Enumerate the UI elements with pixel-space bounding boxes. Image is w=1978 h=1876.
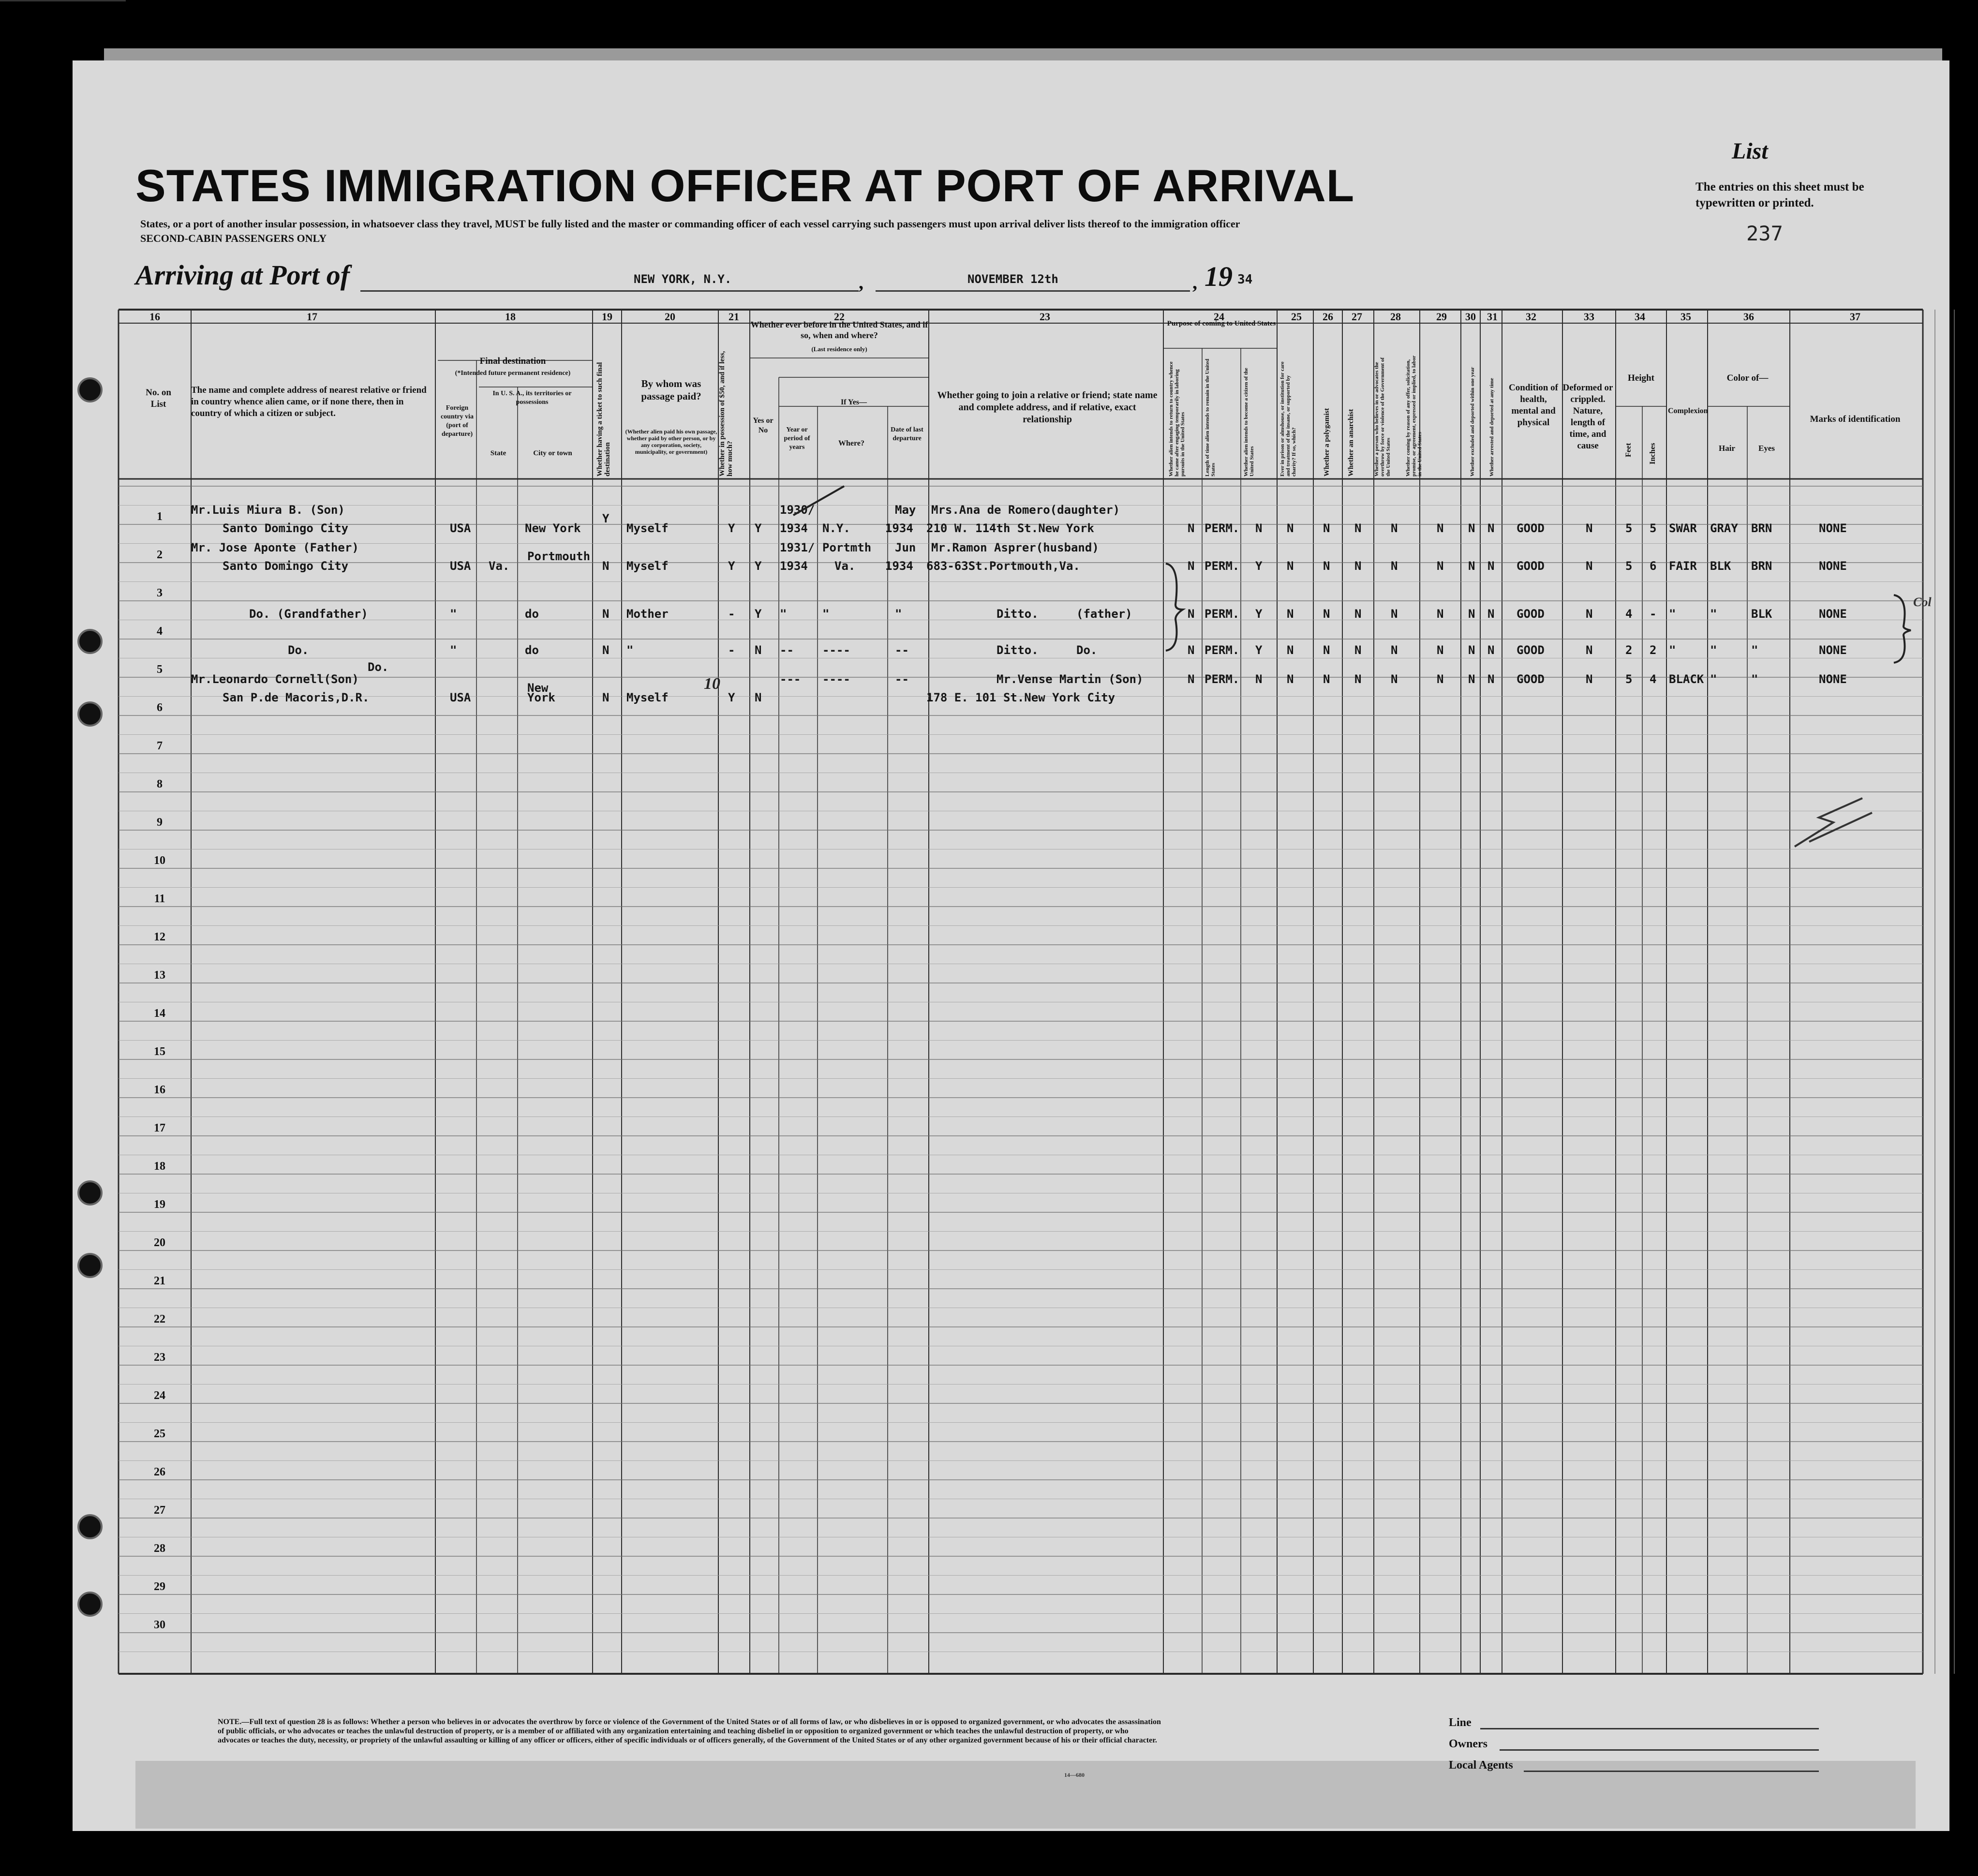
entry-condition: GOOD bbox=[1517, 521, 1545, 535]
header-inches: Inches bbox=[1649, 443, 1657, 464]
entry-marks: NONE bbox=[1819, 672, 1847, 686]
header-arrested: Whether arrested and deported at any time bbox=[1489, 378, 1495, 476]
row-number: 22 bbox=[154, 1312, 165, 1325]
entry-years: 1930/ bbox=[780, 503, 815, 517]
line-label: Line bbox=[1449, 1716, 1472, 1729]
handwritten-margin-note: Col bbox=[1913, 595, 1932, 609]
entry-overthrow: N bbox=[1391, 643, 1398, 657]
arriving-label: Arriving at Port of bbox=[135, 259, 350, 291]
row-number: 3 bbox=[157, 586, 163, 599]
entry-polygamist: N bbox=[1323, 559, 1330, 573]
entry-ever-before: Y bbox=[755, 607, 762, 621]
entry-possession: - bbox=[728, 607, 735, 621]
entry-possession: Y bbox=[728, 521, 735, 535]
entry-arrested: N bbox=[1487, 643, 1495, 657]
entry-relative-address: Santo Domingo City bbox=[223, 521, 349, 535]
entry-hair: " bbox=[1710, 643, 1717, 657]
entry-ticket: N bbox=[602, 607, 610, 621]
entry-possession: - bbox=[728, 643, 735, 657]
list-label: List bbox=[1732, 138, 1768, 164]
agents-underline bbox=[1524, 1771, 1819, 1772]
row-number: 20 bbox=[154, 1236, 165, 1249]
entry-possession: Y bbox=[728, 691, 735, 704]
comma: , bbox=[1192, 271, 1197, 293]
entry-relative: Do. bbox=[288, 643, 309, 657]
header-by-whom-paid: By whom was passage paid? bbox=[641, 378, 701, 402]
entry-relative: Do. bbox=[368, 660, 389, 674]
entry-ever-before: Y bbox=[755, 559, 762, 573]
entry-where: " bbox=[822, 607, 830, 621]
entry-overthrow: N bbox=[1391, 559, 1398, 573]
entry-length: PERM. bbox=[1205, 521, 1240, 535]
entry-last-departure: 1934 bbox=[885, 559, 913, 573]
entry-inches: 5 bbox=[1650, 521, 1657, 535]
entries-note: The entries on this sheet must be typewritten or printed. bbox=[1695, 180, 1864, 209]
header-possession: Whether in possession of $50, and if less, how much? bbox=[718, 351, 734, 476]
header-prison: Ever in prison or almshouse, or institution for care and treatment of the insane, or supported by charity? If so, which? bbox=[1279, 361, 1297, 476]
entry-feet: 5 bbox=[1625, 521, 1633, 535]
entry-relative-address: Santo Domingo City bbox=[223, 559, 349, 573]
header-color-of: Color of— bbox=[1726, 373, 1769, 383]
entry-marks: NONE bbox=[1819, 643, 1847, 657]
header-no-on-list: No. on List bbox=[146, 387, 171, 409]
entry-excluded: N bbox=[1468, 607, 1475, 621]
manifest-subtitle: States, or a port of another insular possession, in whatsoever class they travel, MUST be fully listed and the master or commanding officer of each vessel carrying such passengers must upon arrival deliver lists thereof to the immigration officer bbox=[140, 218, 1240, 230]
entry-inches: 6 bbox=[1650, 559, 1657, 573]
entry-city: do bbox=[525, 643, 539, 657]
column-number: 25 bbox=[1291, 311, 1302, 323]
entry-last-departure: " bbox=[895, 607, 902, 621]
entry-prison: N bbox=[1287, 643, 1294, 657]
entry-joining-relation: (father) bbox=[1076, 607, 1132, 621]
column-number: 16 bbox=[149, 311, 160, 323]
entry-last-departure: -- bbox=[895, 643, 909, 657]
row-number: 12 bbox=[154, 930, 165, 943]
form-code: 14—680 bbox=[1064, 1772, 1085, 1778]
entry-condition: GOOD bbox=[1517, 559, 1545, 573]
row-number: 28 bbox=[154, 1542, 165, 1555]
entry-deformed: N bbox=[1586, 607, 1593, 621]
row-number: 8 bbox=[157, 777, 163, 790]
column-number: 30 bbox=[1465, 311, 1476, 323]
row-number: 25 bbox=[154, 1427, 165, 1440]
column-number: 23 bbox=[1040, 311, 1050, 323]
column-number: 17 bbox=[307, 311, 317, 323]
entry-citizen: Y bbox=[1255, 559, 1263, 573]
entry-feet: 2 bbox=[1625, 643, 1633, 657]
column-number: 37 bbox=[1850, 311, 1860, 323]
entry-city: York bbox=[527, 691, 555, 704]
entry-anarchist: N bbox=[1354, 672, 1362, 686]
entry-complexion: " bbox=[1669, 643, 1676, 657]
owners-label: Owners bbox=[1449, 1738, 1487, 1750]
entry-anarchist: N bbox=[1354, 521, 1362, 535]
row-number: 18 bbox=[154, 1160, 165, 1173]
port-value: NEW YORK, N.Y. bbox=[634, 272, 732, 286]
header-organization: Whether coming by reason of any offer, solicitation, promise, or agreement, expressed or implied, to labor in the United States bbox=[1405, 356, 1423, 476]
entry-hair: BLK bbox=[1710, 559, 1731, 573]
entry-returning: N bbox=[1188, 672, 1195, 686]
entry-city: New York bbox=[525, 521, 581, 535]
entry-where: Portmth bbox=[822, 541, 872, 554]
header-deformed: Deformed or crippled. Nature, length of time, and cause bbox=[1562, 383, 1613, 451]
entry-relative: Do. (Grandfather) bbox=[249, 607, 368, 621]
entry-arrested: N bbox=[1487, 607, 1495, 621]
entry-relative-address: San P.de Macoris,D.R. bbox=[223, 691, 370, 704]
entry-offer: N bbox=[1437, 559, 1444, 573]
entry-prison: N bbox=[1287, 607, 1294, 621]
entry-length: PERM. bbox=[1205, 607, 1240, 621]
column-number: 36 bbox=[1743, 311, 1754, 323]
header-marks: Marks of identification bbox=[1810, 414, 1901, 424]
entry-ever-before: N bbox=[755, 643, 762, 657]
entry-excluded: N bbox=[1468, 559, 1475, 573]
entry-citizen: N bbox=[1255, 521, 1263, 535]
row-number: 19 bbox=[154, 1198, 165, 1211]
row-number: 24 bbox=[154, 1389, 165, 1402]
entry-eyes: BRN bbox=[1751, 559, 1772, 573]
entry-years: " bbox=[780, 607, 787, 621]
entry-prison: N bbox=[1287, 521, 1294, 535]
header-city: City or town bbox=[533, 449, 572, 457]
entry-foreign-country: " bbox=[450, 607, 457, 621]
column-number: 27 bbox=[1352, 311, 1362, 323]
header-if-yes: If Yes— bbox=[840, 398, 867, 406]
header-excluded: Whether excluded and deported within one year bbox=[1470, 367, 1475, 476]
entry-joining: Mrs.Ana de Romero(daughter) bbox=[931, 503, 1120, 517]
entry-years: 1931/ bbox=[780, 541, 815, 554]
header-height: Height bbox=[1628, 373, 1654, 383]
entry-offer: N bbox=[1437, 607, 1444, 621]
header-state: State bbox=[490, 449, 506, 457]
entry-paid-by: " bbox=[626, 643, 634, 657]
entry-city: New bbox=[527, 681, 549, 695]
owners-underline bbox=[1500, 1749, 1819, 1751]
column-number: 33 bbox=[1584, 311, 1594, 323]
entry-where: ---- bbox=[822, 672, 850, 686]
entry-overthrow: N bbox=[1391, 672, 1398, 686]
entry-where: N.Y. bbox=[822, 521, 850, 535]
entry-ever-before: Y bbox=[755, 521, 762, 535]
entry-feet: 5 bbox=[1625, 559, 1633, 573]
row-number: 17 bbox=[154, 1121, 165, 1134]
entry-foreign-country: " bbox=[450, 643, 457, 657]
header-intends-citizen: Whether alien intends to become a citizen of the United States bbox=[1243, 368, 1255, 476]
entry-possession: Y bbox=[728, 559, 735, 573]
date-value: NOVEMBER 12th bbox=[967, 272, 1058, 286]
header-by-whom-note: (Whether alien paid his own passage, whether paid by other person, or by any corporation, society, municipality, or government) bbox=[625, 428, 717, 455]
row-number: 5 bbox=[157, 663, 163, 676]
footer-note: NOTE.—Full text of question 28 is as follows: Whether a person who believes in or advocates the overthrow by force or violence of the Government of the United States or of all forms of law, or who disbelieves in or is opposed to organized government, or who advocates the assassination of public officials, or who advocates or teaches the unlawful destruction of property, or is a member of or affiliated with any organization entertaining and teaching disbelief in or opposition to organized government or which teaches the unlawful destruction of property, or who advocates or teaches the duty, necessity, or propriety of the unlawful assaulting or killing of any officer or officers, either of specific individuals or of officers generally, of the Government of the United States or of any other organized government because of his or their official character. bbox=[218, 1718, 1161, 1744]
row-number: 10 bbox=[154, 854, 165, 867]
entry-complexion: " bbox=[1669, 607, 1676, 621]
year-prefix: 19 bbox=[1205, 261, 1233, 292]
entry-paid-by: Mother bbox=[626, 607, 669, 621]
column-number: 18 bbox=[505, 311, 516, 323]
header-feet: Feet bbox=[1624, 443, 1633, 457]
row-number: 2 bbox=[157, 548, 163, 561]
entry-polygamist: N bbox=[1323, 521, 1330, 535]
entry-eyes: BRN bbox=[1751, 521, 1772, 535]
entry-returning: N bbox=[1188, 643, 1195, 657]
row-number: 9 bbox=[157, 816, 163, 829]
entry-hair: " bbox=[1710, 607, 1717, 621]
entry-eyes: " bbox=[1751, 672, 1758, 686]
entry-length: PERM. bbox=[1205, 643, 1240, 657]
entry-hair: GRAY bbox=[1710, 521, 1738, 535]
header-in-usa: In U. S. A., its territories or possessions bbox=[492, 390, 572, 406]
comma: , bbox=[859, 271, 863, 293]
header-overthrow: Whether a person who believes in or advocates the overthrow by force or violence of the Government of the United States bbox=[1374, 357, 1391, 476]
entry-ever-before: N bbox=[755, 691, 762, 704]
entry-ticket: N bbox=[602, 691, 610, 704]
row-number: 13 bbox=[154, 968, 165, 982]
entry-paid-by: Myself bbox=[626, 559, 669, 573]
entry-last-departure: Jun bbox=[895, 541, 916, 554]
entry-arrested: N bbox=[1487, 521, 1495, 535]
entry-joining: Mr.Vense Martin (Son) bbox=[996, 672, 1144, 686]
header-ticket: Whether having a ticket to such final destination bbox=[596, 362, 611, 476]
entry-years: -- bbox=[780, 643, 794, 657]
entry-joining-address: 210 W. 114th St.New York bbox=[926, 521, 1094, 535]
entry-anarchist: N bbox=[1354, 559, 1362, 573]
entry-citizen: N bbox=[1255, 672, 1263, 686]
entry-joining: Ditto. bbox=[996, 607, 1039, 621]
entry-ticket: N bbox=[602, 643, 610, 657]
entry-joining-address: 683-63St.Portmouth,Va. bbox=[926, 559, 1080, 573]
entry-city: do bbox=[525, 607, 539, 621]
entry-offer: N bbox=[1437, 672, 1444, 686]
header-length-of-time: Length of time alien intends to remain in the United States bbox=[1205, 358, 1216, 476]
row-number: 1 bbox=[157, 510, 163, 523]
column-number: 26 bbox=[1323, 311, 1333, 323]
header-foreign-country: Foreign country via (port of departure) bbox=[440, 404, 474, 438]
entry-arrested: N bbox=[1487, 672, 1495, 686]
entry-citizen: Y bbox=[1255, 607, 1263, 621]
entry-returning: N bbox=[1188, 559, 1195, 573]
entry-arrested: N bbox=[1487, 559, 1495, 573]
header-ever-before: Whether ever before in the United States, and if so, when and where? bbox=[750, 320, 928, 340]
entry-length: PERM. bbox=[1205, 559, 1240, 573]
header-intends-return: Whether alien intends to return to country whence he came after engaging temporarily in laboring pursuits in the United States bbox=[1168, 361, 1186, 476]
row-number: 6 bbox=[157, 701, 163, 714]
header-joining-relative: Whether going to join a relative or friend; state name and complete address, and if relative, exact relationship bbox=[937, 390, 1158, 425]
entry-joining-address: 178 E. 101 St.New York City bbox=[926, 691, 1115, 704]
entry-joining-relation: Do. bbox=[1076, 643, 1098, 657]
entry-offer: N bbox=[1437, 521, 1444, 535]
column-number: 34 bbox=[1635, 311, 1645, 323]
entry-hair: " bbox=[1710, 672, 1717, 686]
header-ever-before-note: (Last residence only) bbox=[811, 345, 867, 353]
entry-paid-by: Myself bbox=[626, 521, 669, 535]
entry-last-departure: -- bbox=[895, 672, 909, 686]
entry-marks: NONE bbox=[1819, 521, 1847, 535]
entry-last-departure: May bbox=[895, 503, 916, 517]
row-number: 7 bbox=[157, 739, 163, 752]
header-complexion: Complexion bbox=[1668, 407, 1708, 415]
header-final-destination-note: (*Intended future permanent residence) bbox=[455, 370, 571, 377]
handwritten-possession-note: 10 bbox=[704, 675, 720, 693]
column-number: 22 bbox=[834, 311, 845, 323]
column-number: 21 bbox=[729, 311, 739, 323]
entry-complexion: SWAR bbox=[1669, 521, 1697, 535]
handwritten-scribble bbox=[1790, 793, 1877, 856]
entry-feet: 5 bbox=[1625, 672, 1633, 686]
handwritten-tick-mark bbox=[791, 481, 849, 520]
header-condition: Condition of health, mental and physical bbox=[1509, 383, 1558, 428]
entry-years: 1934 bbox=[780, 559, 808, 573]
entry-excluded: N bbox=[1468, 643, 1475, 657]
column-number: 35 bbox=[1681, 311, 1691, 323]
entry-ticket: Y bbox=[602, 512, 610, 525]
row-number: 21 bbox=[154, 1274, 165, 1287]
column-number: 24 bbox=[1214, 311, 1224, 323]
row-number: 27 bbox=[154, 1504, 165, 1517]
header-yes-or-no: Yes or No bbox=[753, 417, 773, 434]
entry-prison: N bbox=[1287, 559, 1294, 573]
entry-prison: N bbox=[1287, 672, 1294, 686]
entry-relative: Mr. Jose Aponte (Father) bbox=[191, 541, 359, 554]
header-hair: Hair bbox=[1719, 444, 1735, 453]
entry-polygamist: N bbox=[1323, 607, 1330, 621]
entry-returning: N bbox=[1188, 521, 1195, 535]
entry-overthrow: N bbox=[1391, 607, 1398, 621]
entry-deformed: N bbox=[1586, 643, 1593, 657]
entry-marks: NONE bbox=[1819, 559, 1847, 573]
cabin-class: SECOND-CABIN PASSENGERS ONLY bbox=[140, 232, 327, 244]
entry-where: Va. bbox=[834, 559, 856, 573]
entry-excluded: N bbox=[1468, 672, 1475, 686]
entry-overthrow: N bbox=[1391, 521, 1398, 535]
entry-condition: GOOD bbox=[1517, 607, 1545, 621]
entry-years: --- bbox=[780, 672, 801, 686]
entry-marks: NONE bbox=[1819, 607, 1847, 621]
row-number: 16 bbox=[154, 1083, 165, 1096]
entry-years: 1934 bbox=[780, 521, 808, 535]
entry-citizen: Y bbox=[1255, 643, 1263, 657]
entry-polygamist: N bbox=[1323, 672, 1330, 686]
column-number: 32 bbox=[1526, 311, 1536, 323]
entry-eyes: " bbox=[1751, 643, 1758, 657]
header-year-period: Year or period of years bbox=[784, 426, 810, 451]
row-number: 26 bbox=[154, 1465, 165, 1478]
header-eyes: Eyes bbox=[1758, 444, 1775, 453]
header-final-destination: Final destination bbox=[479, 356, 546, 366]
column-number: 19 bbox=[602, 311, 612, 323]
row-number: 4 bbox=[157, 625, 163, 638]
handwritten-bracket bbox=[1889, 593, 1918, 665]
entry-paid-by: Myself bbox=[626, 691, 669, 704]
header-anarchist: Whether an anarchist bbox=[1347, 409, 1355, 476]
row-number: 30 bbox=[154, 1618, 165, 1631]
entry-foreign-country: USA bbox=[450, 559, 471, 573]
entry-ticket: N bbox=[602, 559, 610, 573]
entry-complexion: FAIR bbox=[1669, 559, 1697, 573]
list-number: 237 bbox=[1746, 222, 1783, 245]
entry-excluded: N bbox=[1468, 521, 1475, 535]
row-number: 29 bbox=[154, 1580, 165, 1593]
entry-deformed: N bbox=[1586, 521, 1593, 535]
entry-length: PERM. bbox=[1205, 672, 1240, 686]
entry-feet: 4 bbox=[1625, 607, 1633, 621]
header-last-departure: Date of last departure bbox=[891, 426, 923, 442]
row-number: 11 bbox=[154, 892, 165, 905]
entry-deformed: N bbox=[1586, 672, 1593, 686]
header-nearest-relative: The name and complete address of nearest relative or friend in country whence alien came, or if none there, then in country of which a citizen or subject. bbox=[191, 385, 427, 418]
entry-deformed: N bbox=[1586, 559, 1593, 573]
entry-joining: Mr.Ramon Asprer(husband) bbox=[931, 541, 1099, 554]
entry-inches: - bbox=[1650, 607, 1657, 621]
entry-relative: Mr.Leonardo Cornell(Son) bbox=[191, 672, 359, 686]
entry-foreign-country: USA bbox=[450, 521, 471, 535]
column-number: 28 bbox=[1390, 311, 1401, 323]
row-number: 14 bbox=[154, 1007, 165, 1020]
entry-complexion: BLACK bbox=[1669, 672, 1704, 686]
row-number: 15 bbox=[154, 1045, 165, 1058]
entry-foreign-country: USA bbox=[450, 691, 471, 704]
entry-anarchist: N bbox=[1354, 643, 1362, 657]
entry-polygamist: N bbox=[1323, 643, 1330, 657]
column-number: 31 bbox=[1487, 311, 1498, 323]
row-number: 23 bbox=[154, 1351, 165, 1364]
entry-eyes: BLK bbox=[1751, 607, 1772, 621]
entry-returning: N bbox=[1188, 607, 1195, 621]
line-underline bbox=[1480, 1728, 1819, 1729]
entry-inches: 2 bbox=[1650, 643, 1657, 657]
entry-city: Portmouth bbox=[527, 550, 591, 563]
manifest-title: STATES IMMIGRATION OFFICER AT PORT OF ARRIVAL bbox=[135, 160, 1355, 211]
header-polygamist: Whether a polygamist bbox=[1323, 408, 1331, 476]
handwritten-bracket bbox=[1161, 561, 1190, 653]
entry-offer: N bbox=[1437, 643, 1444, 657]
column-number: 29 bbox=[1436, 311, 1447, 323]
entry-condition: GOOD bbox=[1517, 672, 1545, 686]
year-suffix: 34 bbox=[1237, 272, 1253, 287]
entry-last-departure: 1934 bbox=[885, 521, 913, 535]
header-where: Where? bbox=[838, 439, 864, 447]
agents-label: Local Agents bbox=[1449, 1759, 1513, 1772]
entry-inches: 4 bbox=[1650, 672, 1657, 686]
entry-relative: Mr.Luis Miura B. (Son) bbox=[191, 503, 345, 517]
entry-state: Va. bbox=[489, 559, 510, 573]
entry-anarchist: N bbox=[1354, 607, 1362, 621]
entry-condition: GOOD bbox=[1517, 643, 1545, 657]
header-purpose: Purpose of coming to United States bbox=[1167, 320, 1276, 328]
entry-where: ---- bbox=[822, 643, 850, 657]
entry-joining: Ditto. bbox=[996, 643, 1039, 657]
column-number: 20 bbox=[665, 311, 675, 323]
